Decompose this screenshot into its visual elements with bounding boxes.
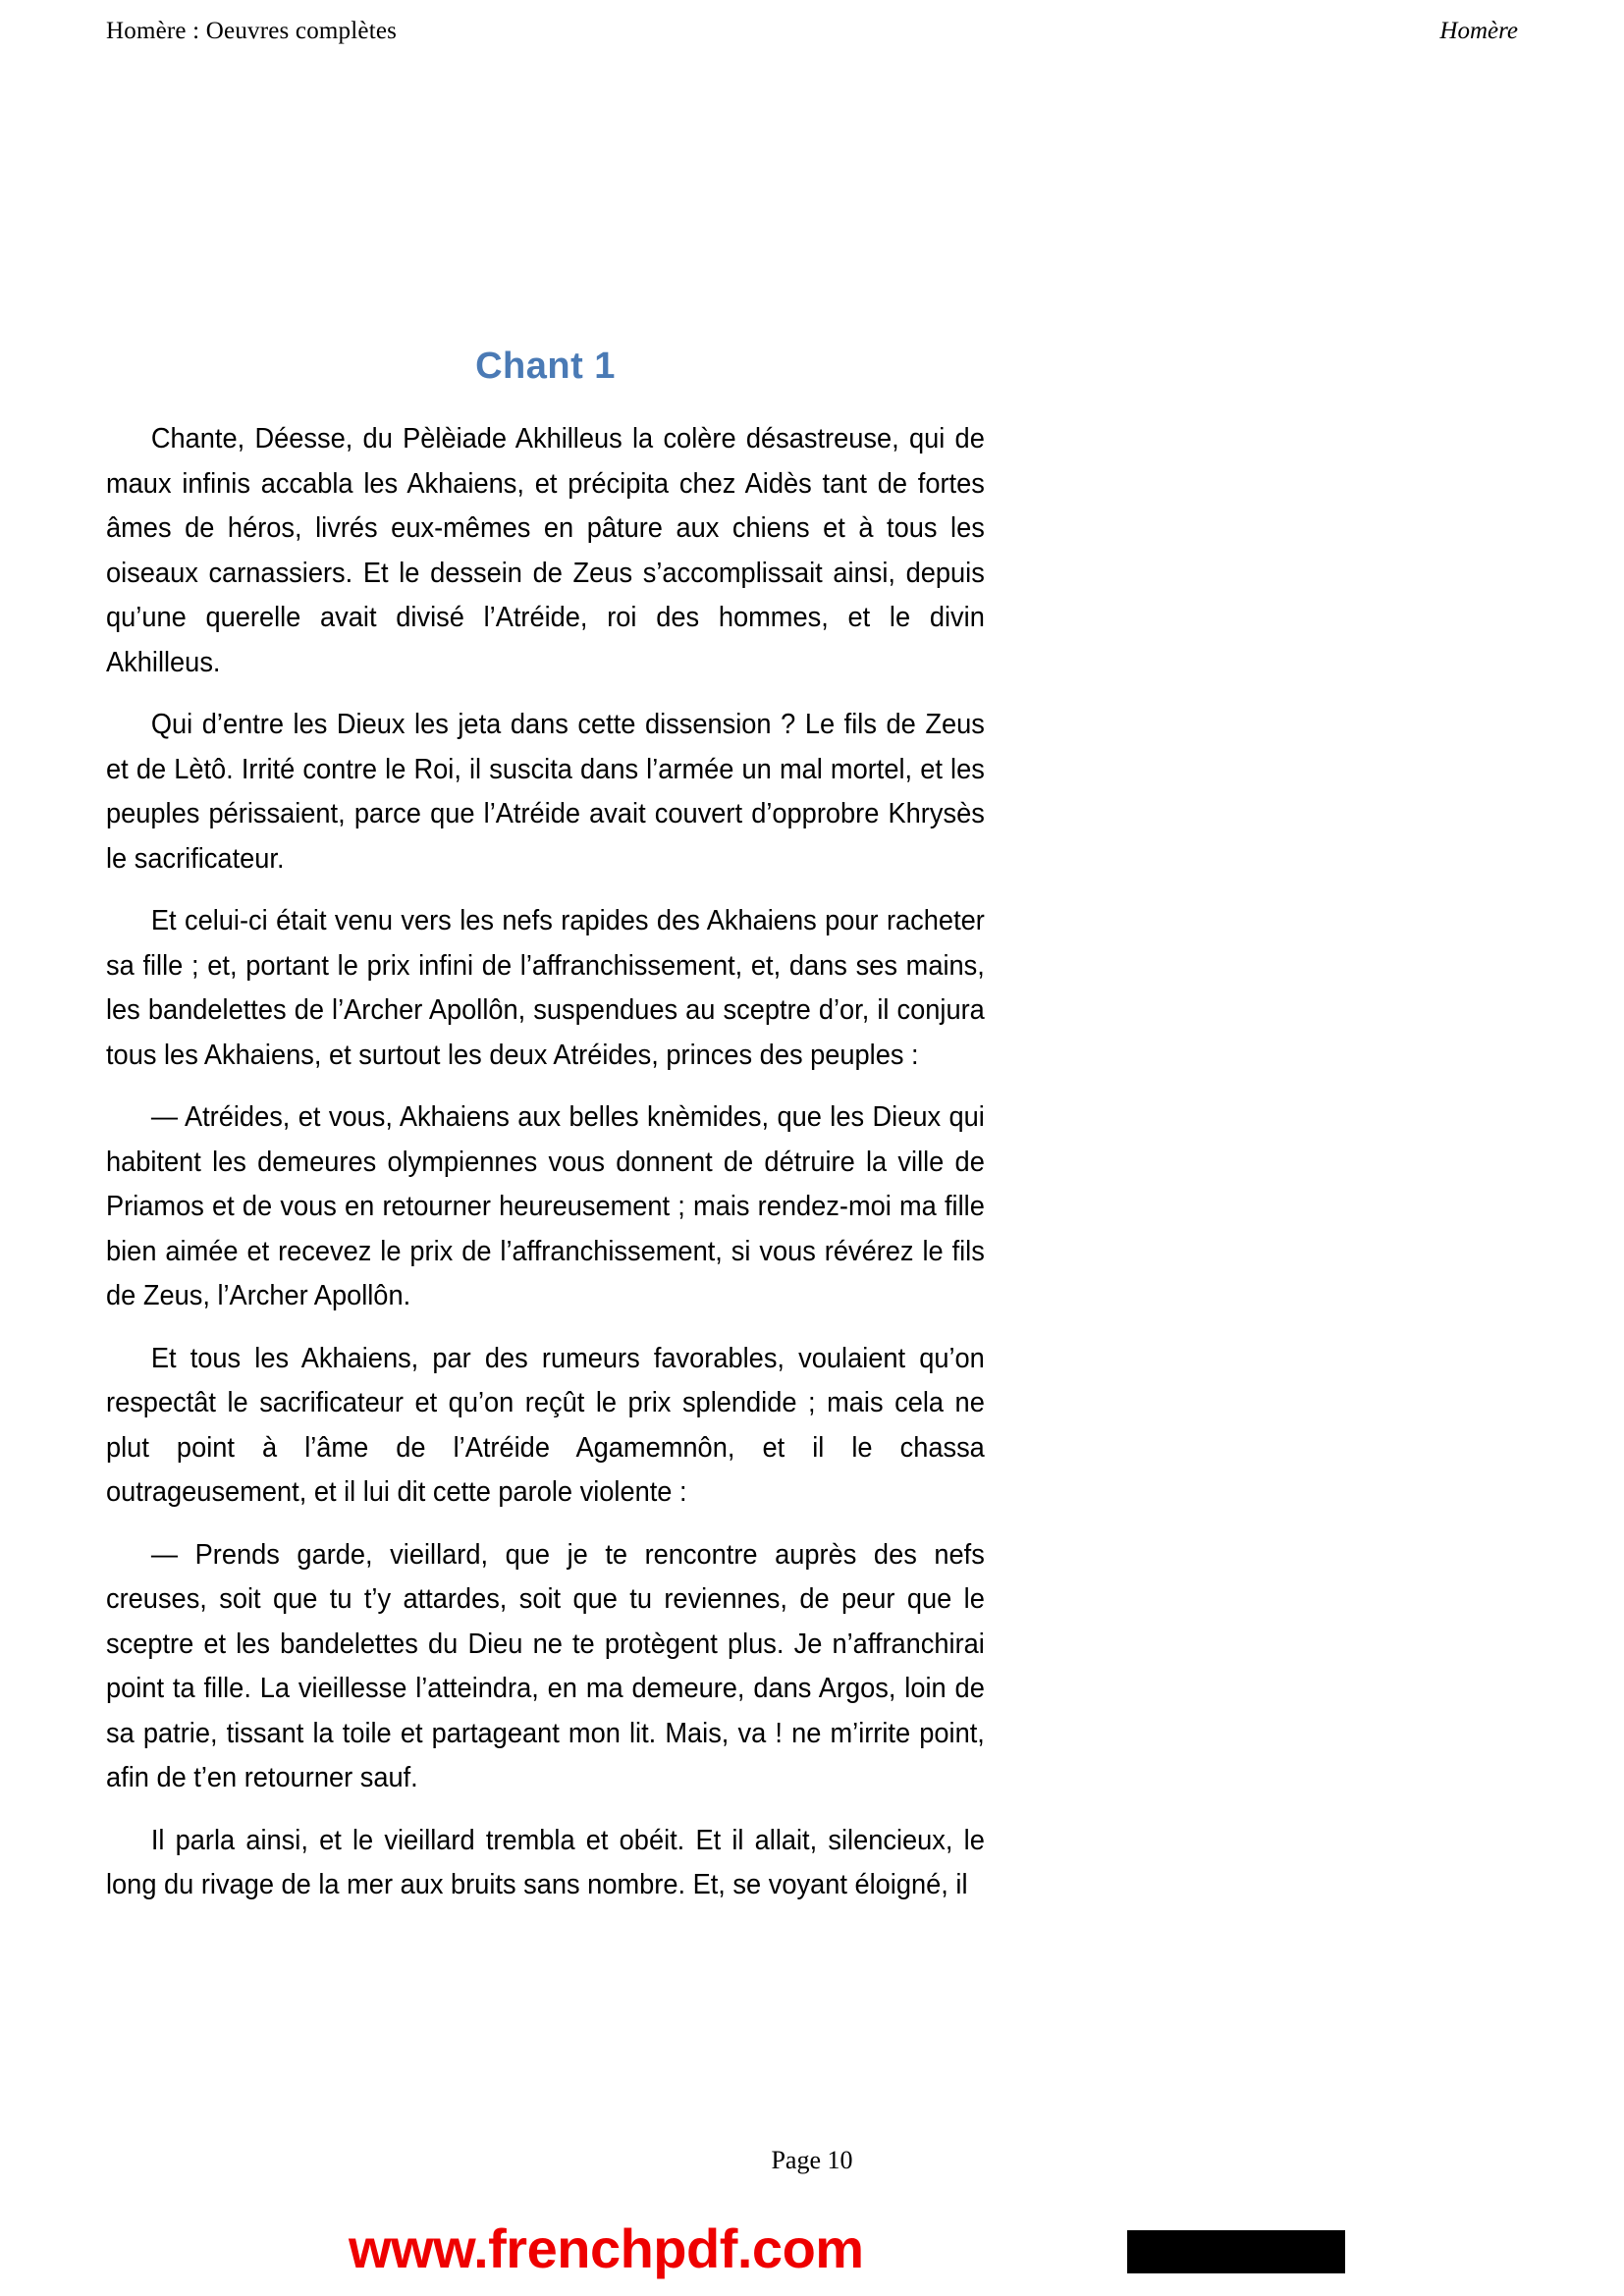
body-paragraph: — Atréides, et vous, Akhaiens aux belles knèmides, que les Dieux qui habitent les demeures olympiennes vous donnent de détruire la ville de Priamos et de vous en retourner heureusement ; mais rendez-moi ma fille bien aimée et recevez le prix de l’affranchissement, si vous révérez le fils de Zeus, l’Archer Apollôn.: [106, 1101, 985, 1311]
body-paragraph: — Prends garde, vieillard, que je te rencontre auprès des nefs creuses, soit que tu t’y attardes, soit que tu reviennes, de peur que le sceptre et les bandelettes du Dieu ne te protègent plus. Je n’affranchirai point ta fille. La vieillesse l’atteindra, en ma demeure, dans Argos, loin de sa patrie, tissant la toile et partageant mon lit. Mais, va ! ne m’irrite point, afin de t’en retourner sauf.: [106, 1538, 985, 1793]
body-paragraph: Et tous les Akhaiens, par des rumeurs favorables, voulaient qu’on respectât le sacrificateur et qu’on reçût le prix splendide ; mais cela ne plut point à l’âme de l’Atréide Agamemnôn, et il le chassa outrageusement, et il lui dit cette parole violente :: [106, 1342, 985, 1508]
body-paragraph: Qui d’entre les Dieux les jeta dans cette dissension ? Le fils de Zeus et de Lètô. Irrité contre le Roi, il suscita dans l’armée un mal mortel, et les peuples périssaient, parce que l’Atréide avait couvert d’opprobre Khrysès le sacrificateur.: [106, 709, 985, 875]
watermark-redaction-block: [1127, 2230, 1345, 2273]
page-title: Chant 1: [475, 346, 616, 387]
watermark-url-text[interactable]: www.frenchpdf.com: [349, 2217, 864, 2279]
footer-watermark: [0, 2216, 1624, 2285]
running-header: [106, 18, 1518, 61]
header-author: Homère: [1439, 18, 1518, 44]
body-paragraph: Et celui-ci était venu vers les nefs rapides des Akhaiens pour racheter sa fille ; et, portant le prix infini de l’affranchissement, et, dans ses mains, les bandelettes de l’Archer Apollôn, suspendues au sceptre d’or, il conjura tous les Akhaiens, et surtout les deux Atréides, princes des peuples :: [106, 905, 985, 1071]
page-number: Page 10: [771, 2146, 853, 2174]
page-body: [106, 346, 985, 1908]
header-book-title: Homère : Oeuvres complètes: [106, 18, 398, 44]
body-paragraph: Il parla ainsi, et le vieillard trembla et obéit. Et il allait, silencieux, le long du rivage de la mer aux bruits sans nombre. Et, se voyant éloigné, il: [106, 1824, 985, 1900]
body-paragraph: Chante, Déesse, du Pèlèiade Akhilleus la colère désastreuse, qui de maux infinis accabla les Akhaiens, et précipita chez Aidès tant de fortes âmes de héros, livrés eux-mêmes en pâture aux chiens et à tous les oiseaux carnassiers. Et le dessein de Zeus s’accomplissait ainsi, depuis qu’une querelle avait divisé l’Atréide, roi des hommes, et le divin Akhilleus.: [106, 423, 985, 678]
